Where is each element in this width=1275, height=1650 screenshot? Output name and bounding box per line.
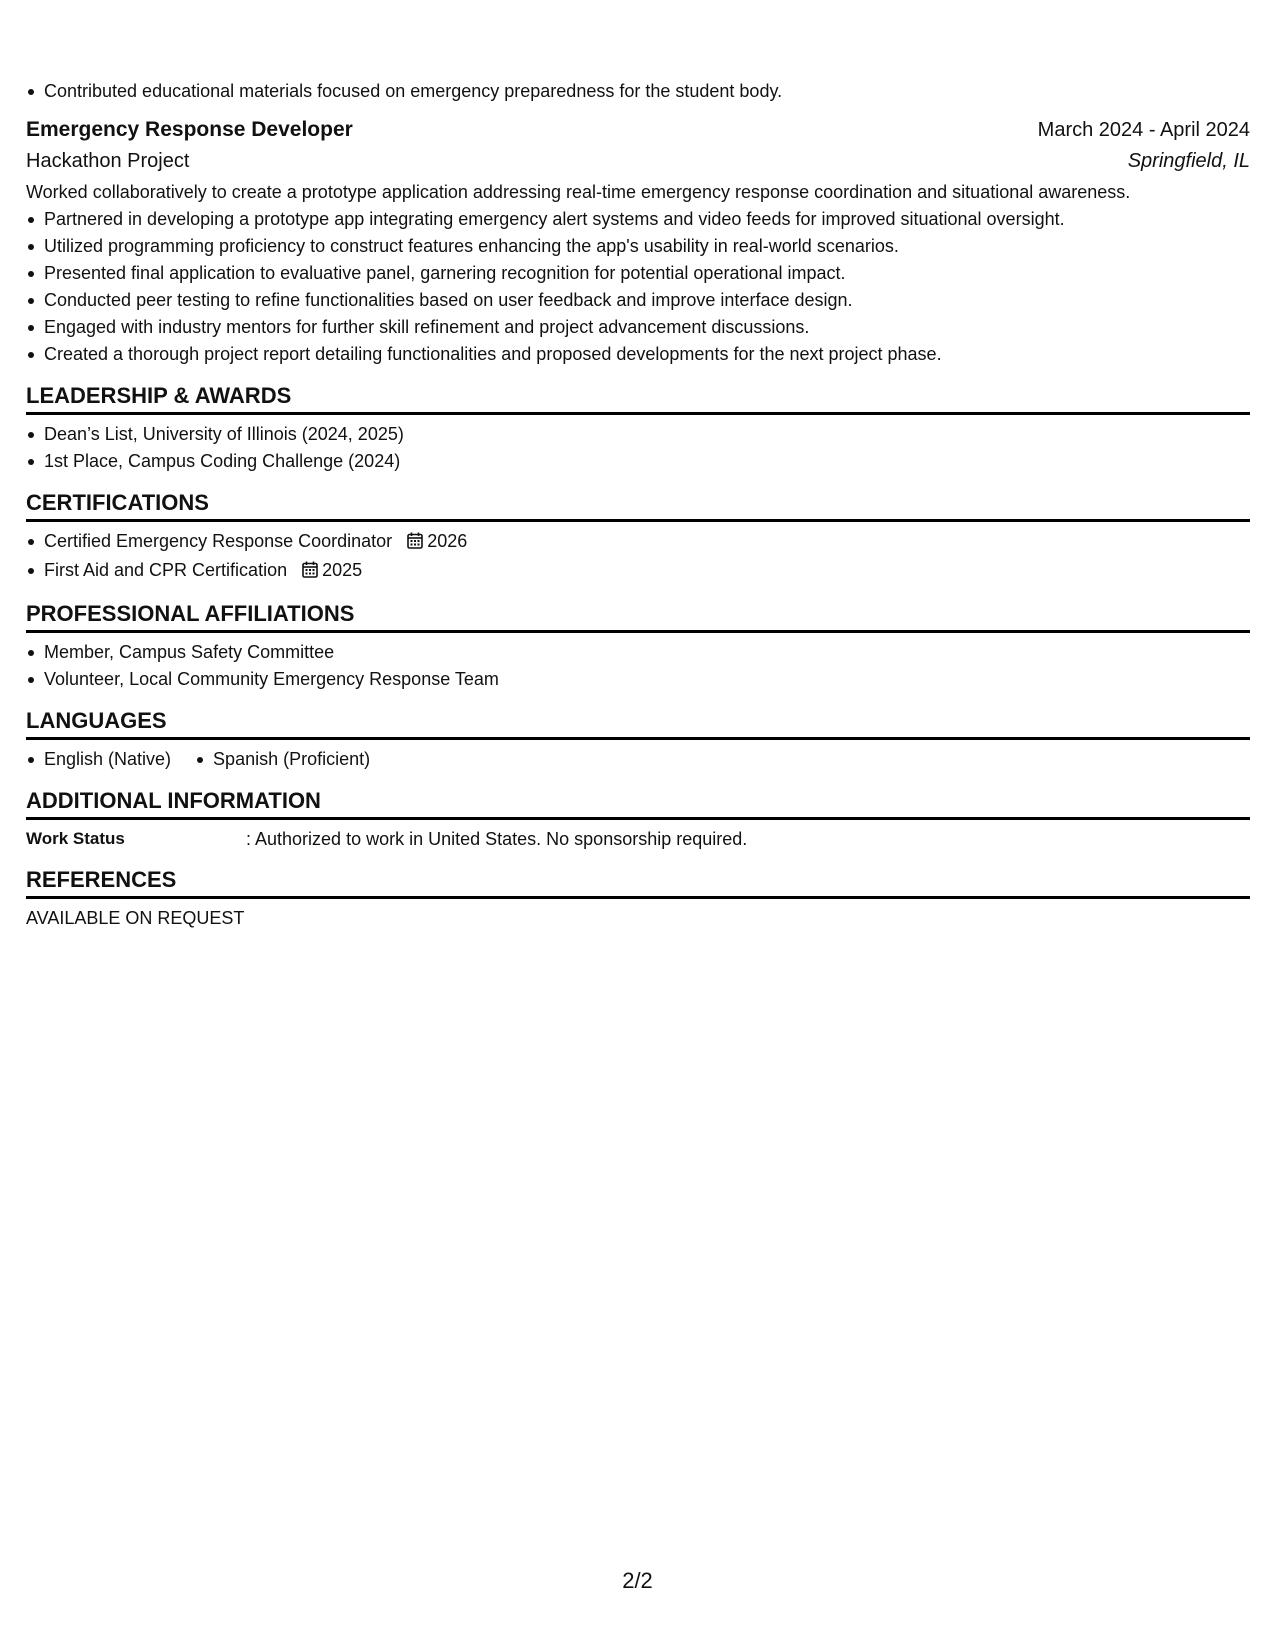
bullet-item: Member, Campus Safety Committee (26, 639, 1250, 666)
certification-name: First Aid and CPR Certification (44, 560, 288, 580)
job-location: Springfield, IL (1127, 150, 1250, 172)
section-title-references: REFERENCES (26, 866, 1250, 899)
certification-year: 2025 (322, 560, 363, 580)
section-title-leadership: LEADERSHIP & AWARDS (26, 382, 1250, 415)
page-number: 2/2 (622, 1568, 653, 1593)
bullet-item: Contributed educational materials focused on emergency preparedness for the student body. (26, 78, 1250, 105)
languages-list (26, 746, 1250, 773)
section-title-additional: ADDITIONAL INFORMATION (26, 787, 1250, 820)
job-dates: March 2024 - April 2024 (1037, 119, 1250, 141)
certifications-list (26, 528, 1250, 586)
previous-job-bullets (26, 78, 1250, 105)
calendar-icon (302, 559, 318, 586)
section-title-certifications: CERTIFICATIONS (26, 489, 1250, 522)
resume-content (26, 78, 1250, 931)
bullet-item: Dean’s List, University of Illinois (2024, 2025) (26, 421, 1250, 448)
job-subheader (26, 145, 1250, 177)
language-item: English (Native) (26, 746, 171, 773)
leadership-list (26, 421, 1250, 475)
job-bullets (26, 206, 1250, 368)
bullet-item: Presented final application to evaluative panel, garnering recognition for potential operational impact. (26, 260, 1250, 287)
section-title-affiliations: PROFESSIONAL AFFILIATIONS (26, 600, 1250, 633)
certification-year: 2026 (427, 531, 468, 551)
references-text: AVAILABLE ON REQUEST (26, 908, 245, 928)
bullet-item: Conducted peer testing to refine functionalities based on user feedback and improve interface design. (26, 287, 1250, 314)
bullet-item: Volunteer, Local Community Emergency Response Team (26, 666, 1250, 693)
work-status-label: Work Status (26, 829, 125, 848)
bullet-item: Engaged with industry mentors for further skill refinement and project advancement discussions. (26, 314, 1250, 341)
certification-item (26, 528, 1250, 557)
calendar-icon (407, 530, 423, 557)
certification-name: Certified Emergency Response Coordinator (44, 531, 393, 551)
job-description: Worked collaboratively to create a prototype application addressing real-time emergency response coordination and situational awareness. (26, 182, 1131, 202)
job-title: Emergency Response Developer (26, 118, 353, 141)
job-organization: Hackathon Project (26, 150, 190, 172)
work-status-value: : Authorized to work in United States. No sponsorship required. (246, 829, 748, 849)
bullet-item: Partnered in developing a prototype app integrating emergency alert systems and video feeds for improved situational oversight. (26, 206, 1250, 233)
affiliations-list (26, 639, 1250, 693)
bullet-item: Created a thorough project report detailing functionalities and proposed developments for the next project phase. (26, 341, 1250, 368)
work-status-row (26, 826, 1250, 852)
language-item: Spanish (Proficient) (195, 746, 370, 773)
section-title-languages: LANGUAGES (26, 707, 1250, 740)
certification-item (26, 557, 1250, 586)
job-header (26, 115, 1250, 145)
bullet-item: 1st Place, Campus Coding Challenge (2024) (26, 448, 1250, 475)
bullet-item: Utilized programming proficiency to construct features enhancing the app's usability in real-world scenarios. (26, 233, 1250, 260)
